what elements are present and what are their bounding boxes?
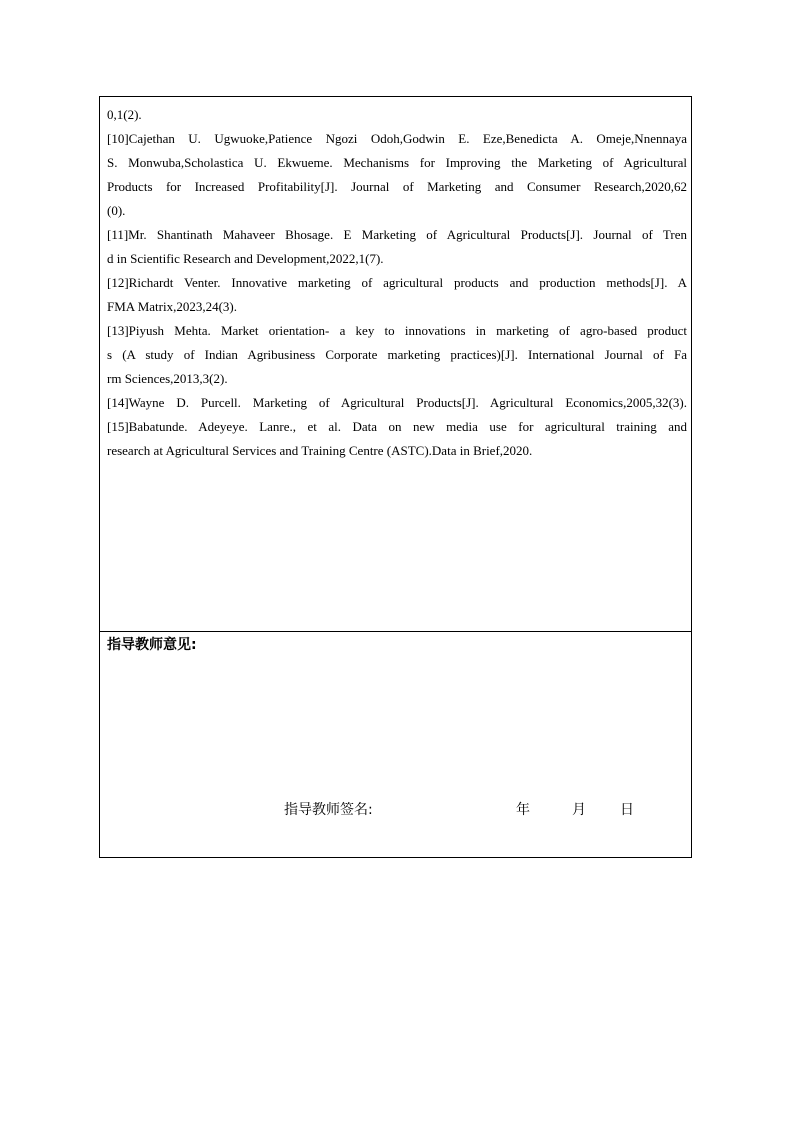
year-label: 年 — [516, 802, 530, 818]
signature-row — [100, 798, 691, 822]
month-label: 月 — [572, 802, 586, 818]
reference-line: s (A study of Indian Agribusiness Corporate marketing practices)[J]. International Journal of Fa — [107, 347, 687, 362]
reference-line: rm Sciences,2013,3(2). — [107, 371, 228, 386]
reference-line: [10]Cajethan U. Ugwuoke,Patience Ngozi Odoh,Godwin E. Eze,Benedicta A. Omeje,Nnennaya — [107, 131, 687, 146]
reference-line: FMA Matrix,2023,24(3). — [107, 299, 237, 314]
advisor-comment-title: 指导教师意见: — [107, 637, 197, 653]
reference-line: S. Monwuba,Scholastica U. Ekwueme. Mechanisms for Improving the Marketing of Agricultural — [107, 155, 687, 170]
references-list — [107, 103, 687, 463]
advisor-comment-cell — [100, 632, 691, 857]
reference-line: (0). — [107, 203, 126, 218]
day-label: 日 — [620, 802, 634, 818]
reference-line: d in Scientific Research and Development,2022,1(7). — [107, 251, 384, 266]
reference-line: 0,1(2). — [107, 107, 142, 122]
reference-line: [12]Richardt Venter. Innovative marketing of agricultural products and production methods[J]. A — [107, 275, 687, 290]
reference-line: Products for Increased Profitability[J]. Journal of Marketing and Consumer Research,2020,62 — [107, 179, 687, 194]
reference-line: research at Agricultural Services and Training Centre (ASTC).Data in Brief,2020. — [107, 443, 533, 458]
reference-line: [11]Mr. Shantinath Mahaveer Bhosage. E Marketing of Agricultural Products[J]. Journal of Tren — [107, 227, 687, 242]
reference-line: [13]Piyush Mehta. Market orientation- a key to innovations in marketing of agro-based product — [107, 323, 687, 338]
advisor-signature-label: 指导教师签名: — [284, 802, 373, 818]
form-table — [99, 96, 692, 858]
references-cell — [100, 97, 691, 632]
reference-line: [14]Wayne D. Purcell. Marketing of Agricultural Products[J]. Agricultural Economics,2005,32(3). — [107, 395, 687, 410]
reference-line: [15]Babatunde. Adeyeye. Lanre., et al. Data on new media use for agricultural training and — [107, 419, 687, 434]
